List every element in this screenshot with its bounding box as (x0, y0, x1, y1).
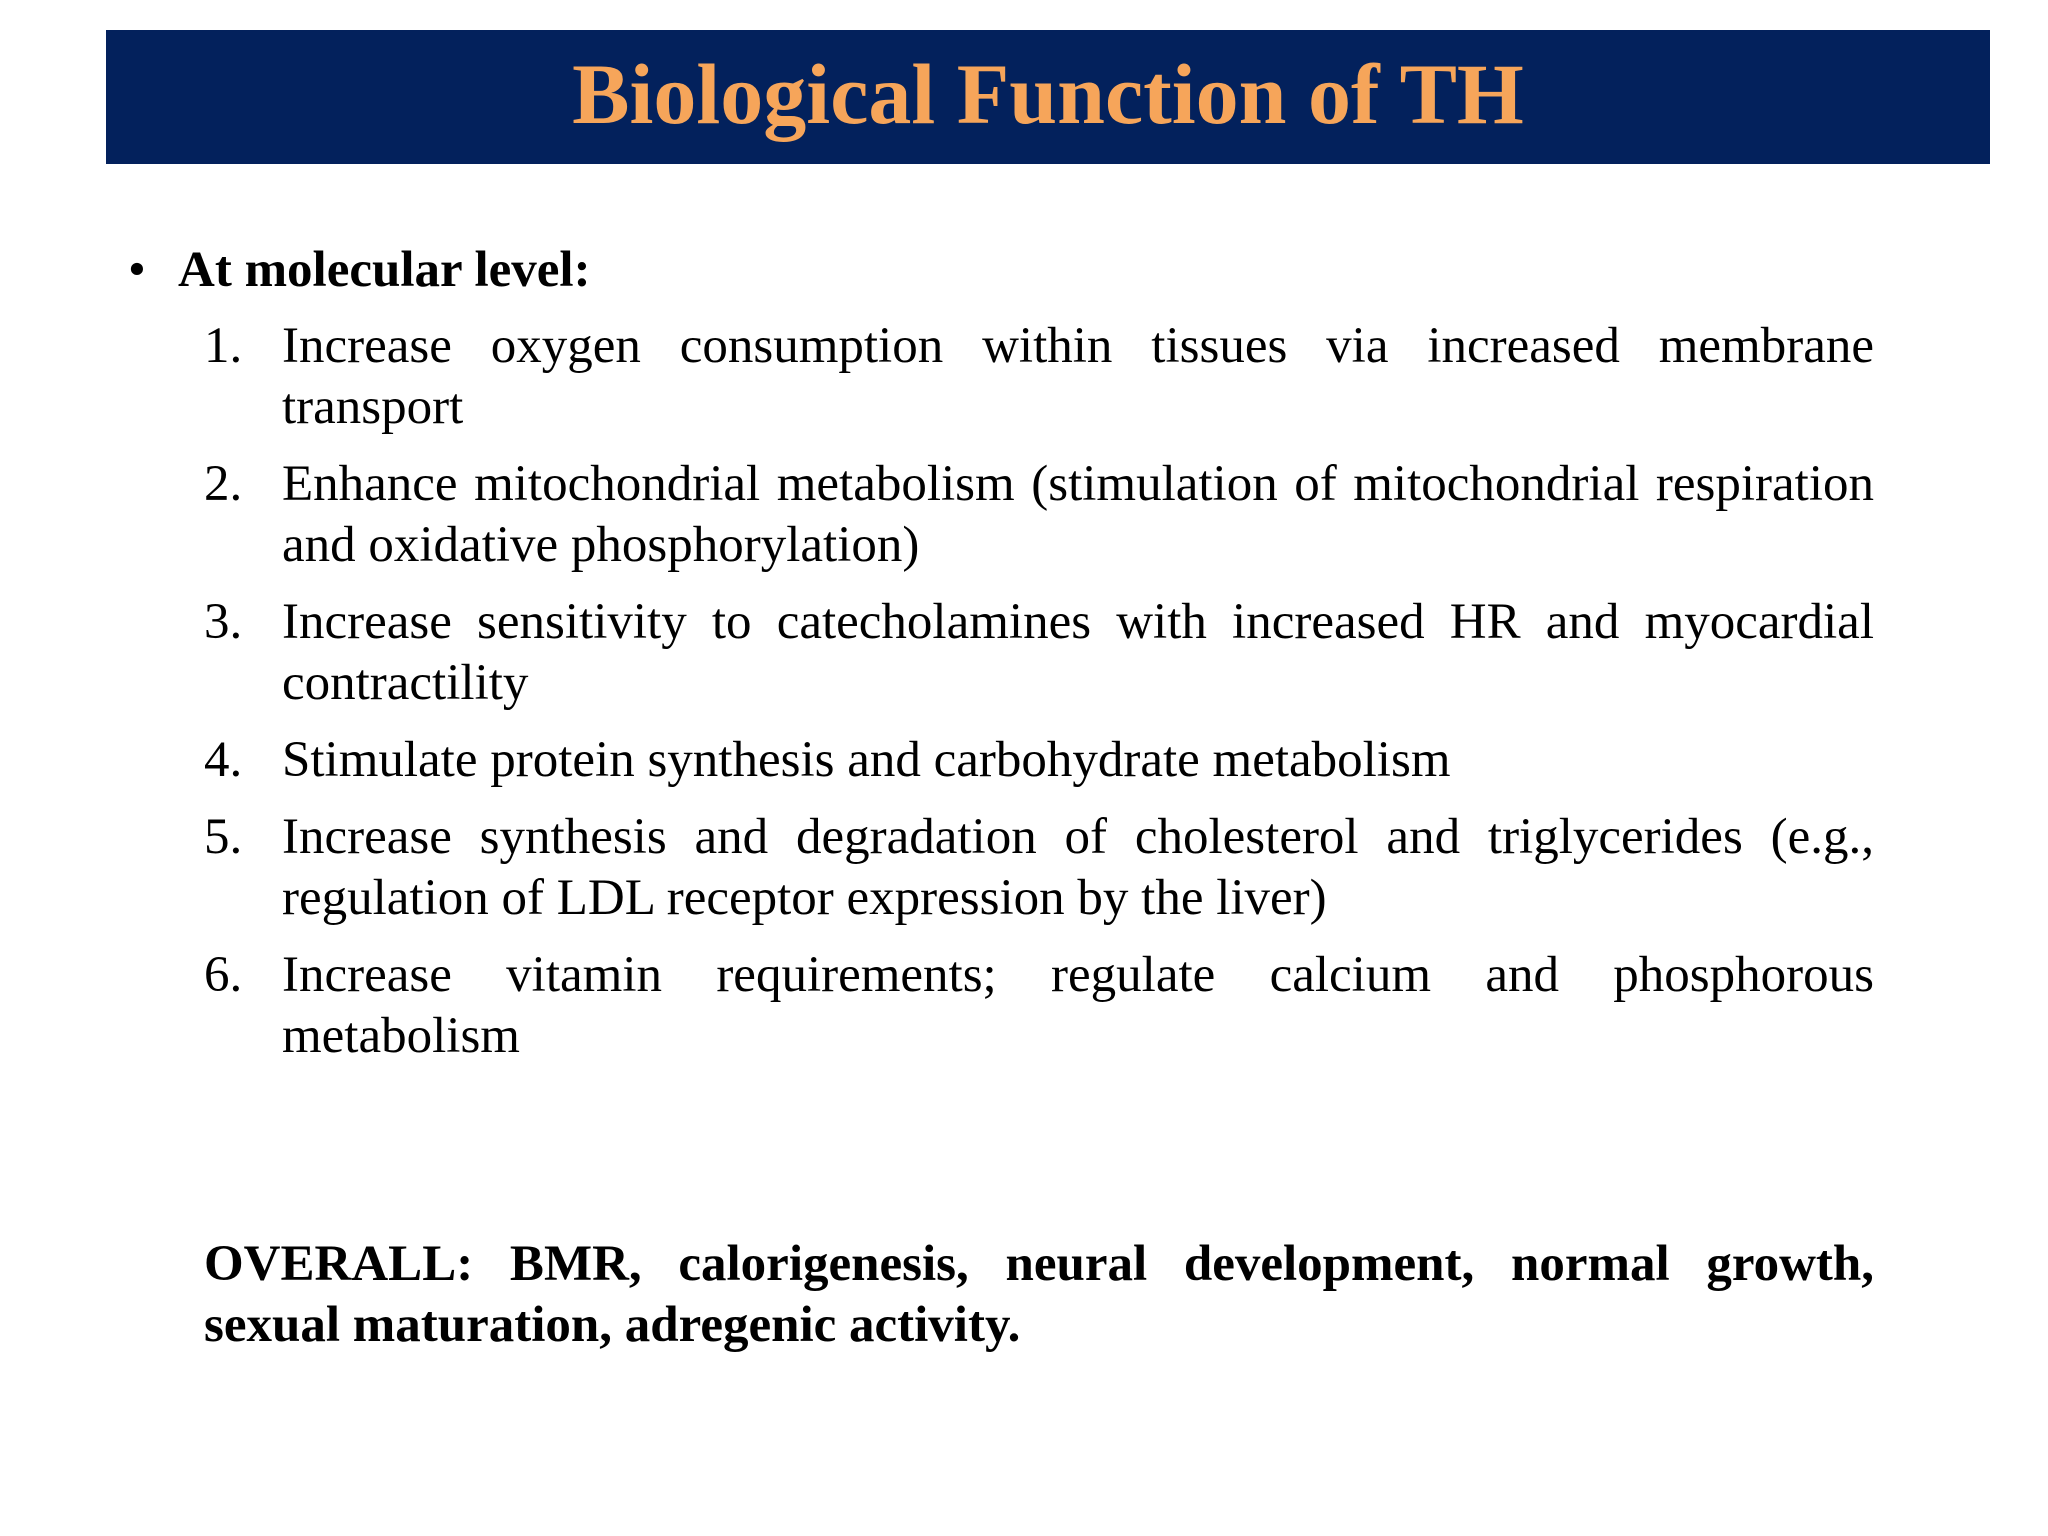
list-item-text: Increase oxygen consumption within tissues via increased membrane transport (282, 318, 1874, 435)
bullet-icon: • (128, 242, 146, 298)
list-item-number: 6. (204, 947, 243, 1003)
list-item-text: Enhance mitochondrial metabolism (stimulation of mitochondrial respiration and oxidative phosphorylation) (282, 456, 1874, 573)
section-heading: At molecular level: (178, 242, 591, 298)
overall-summary: OVERALL: BMR, calorigenesis, neural development, normal growth, sexual maturation, adregenic activity. (204, 1236, 1874, 1353)
list-item-text: Increase sensitivity to catecholamines with increased HR and myocardial contractility (282, 594, 1874, 711)
list-item-text: Increase vitamin requirements; regulate calcium and phosphorous metabolism (282, 947, 1874, 1064)
list-item-number: 4. (204, 732, 243, 788)
list-item-text: Stimulate protein synthesis and carbohydrate metabolism (282, 732, 1451, 788)
list-item-text: Increase synthesis and degradation of cholesterol and triglycerides (e.g., regulation of LDL receptor expression by the liver) (282, 809, 1874, 926)
function-list (204, 316, 1874, 1083)
list-item (204, 730, 1874, 791)
list-item-number: 3. (204, 594, 243, 650)
slide-title: Biological Function of TH (572, 46, 1524, 142)
list-item (204, 316, 1874, 438)
list-item (204, 454, 1874, 576)
list-item (204, 592, 1874, 714)
list-item-number: 2. (204, 456, 243, 512)
list-item (204, 945, 1874, 1067)
list-item-number: 5. (204, 809, 243, 865)
slide-title-bar (106, 30, 1990, 164)
list-item (204, 807, 1874, 929)
section-heading-row (128, 240, 591, 300)
list-item-number: 1. (204, 318, 243, 374)
